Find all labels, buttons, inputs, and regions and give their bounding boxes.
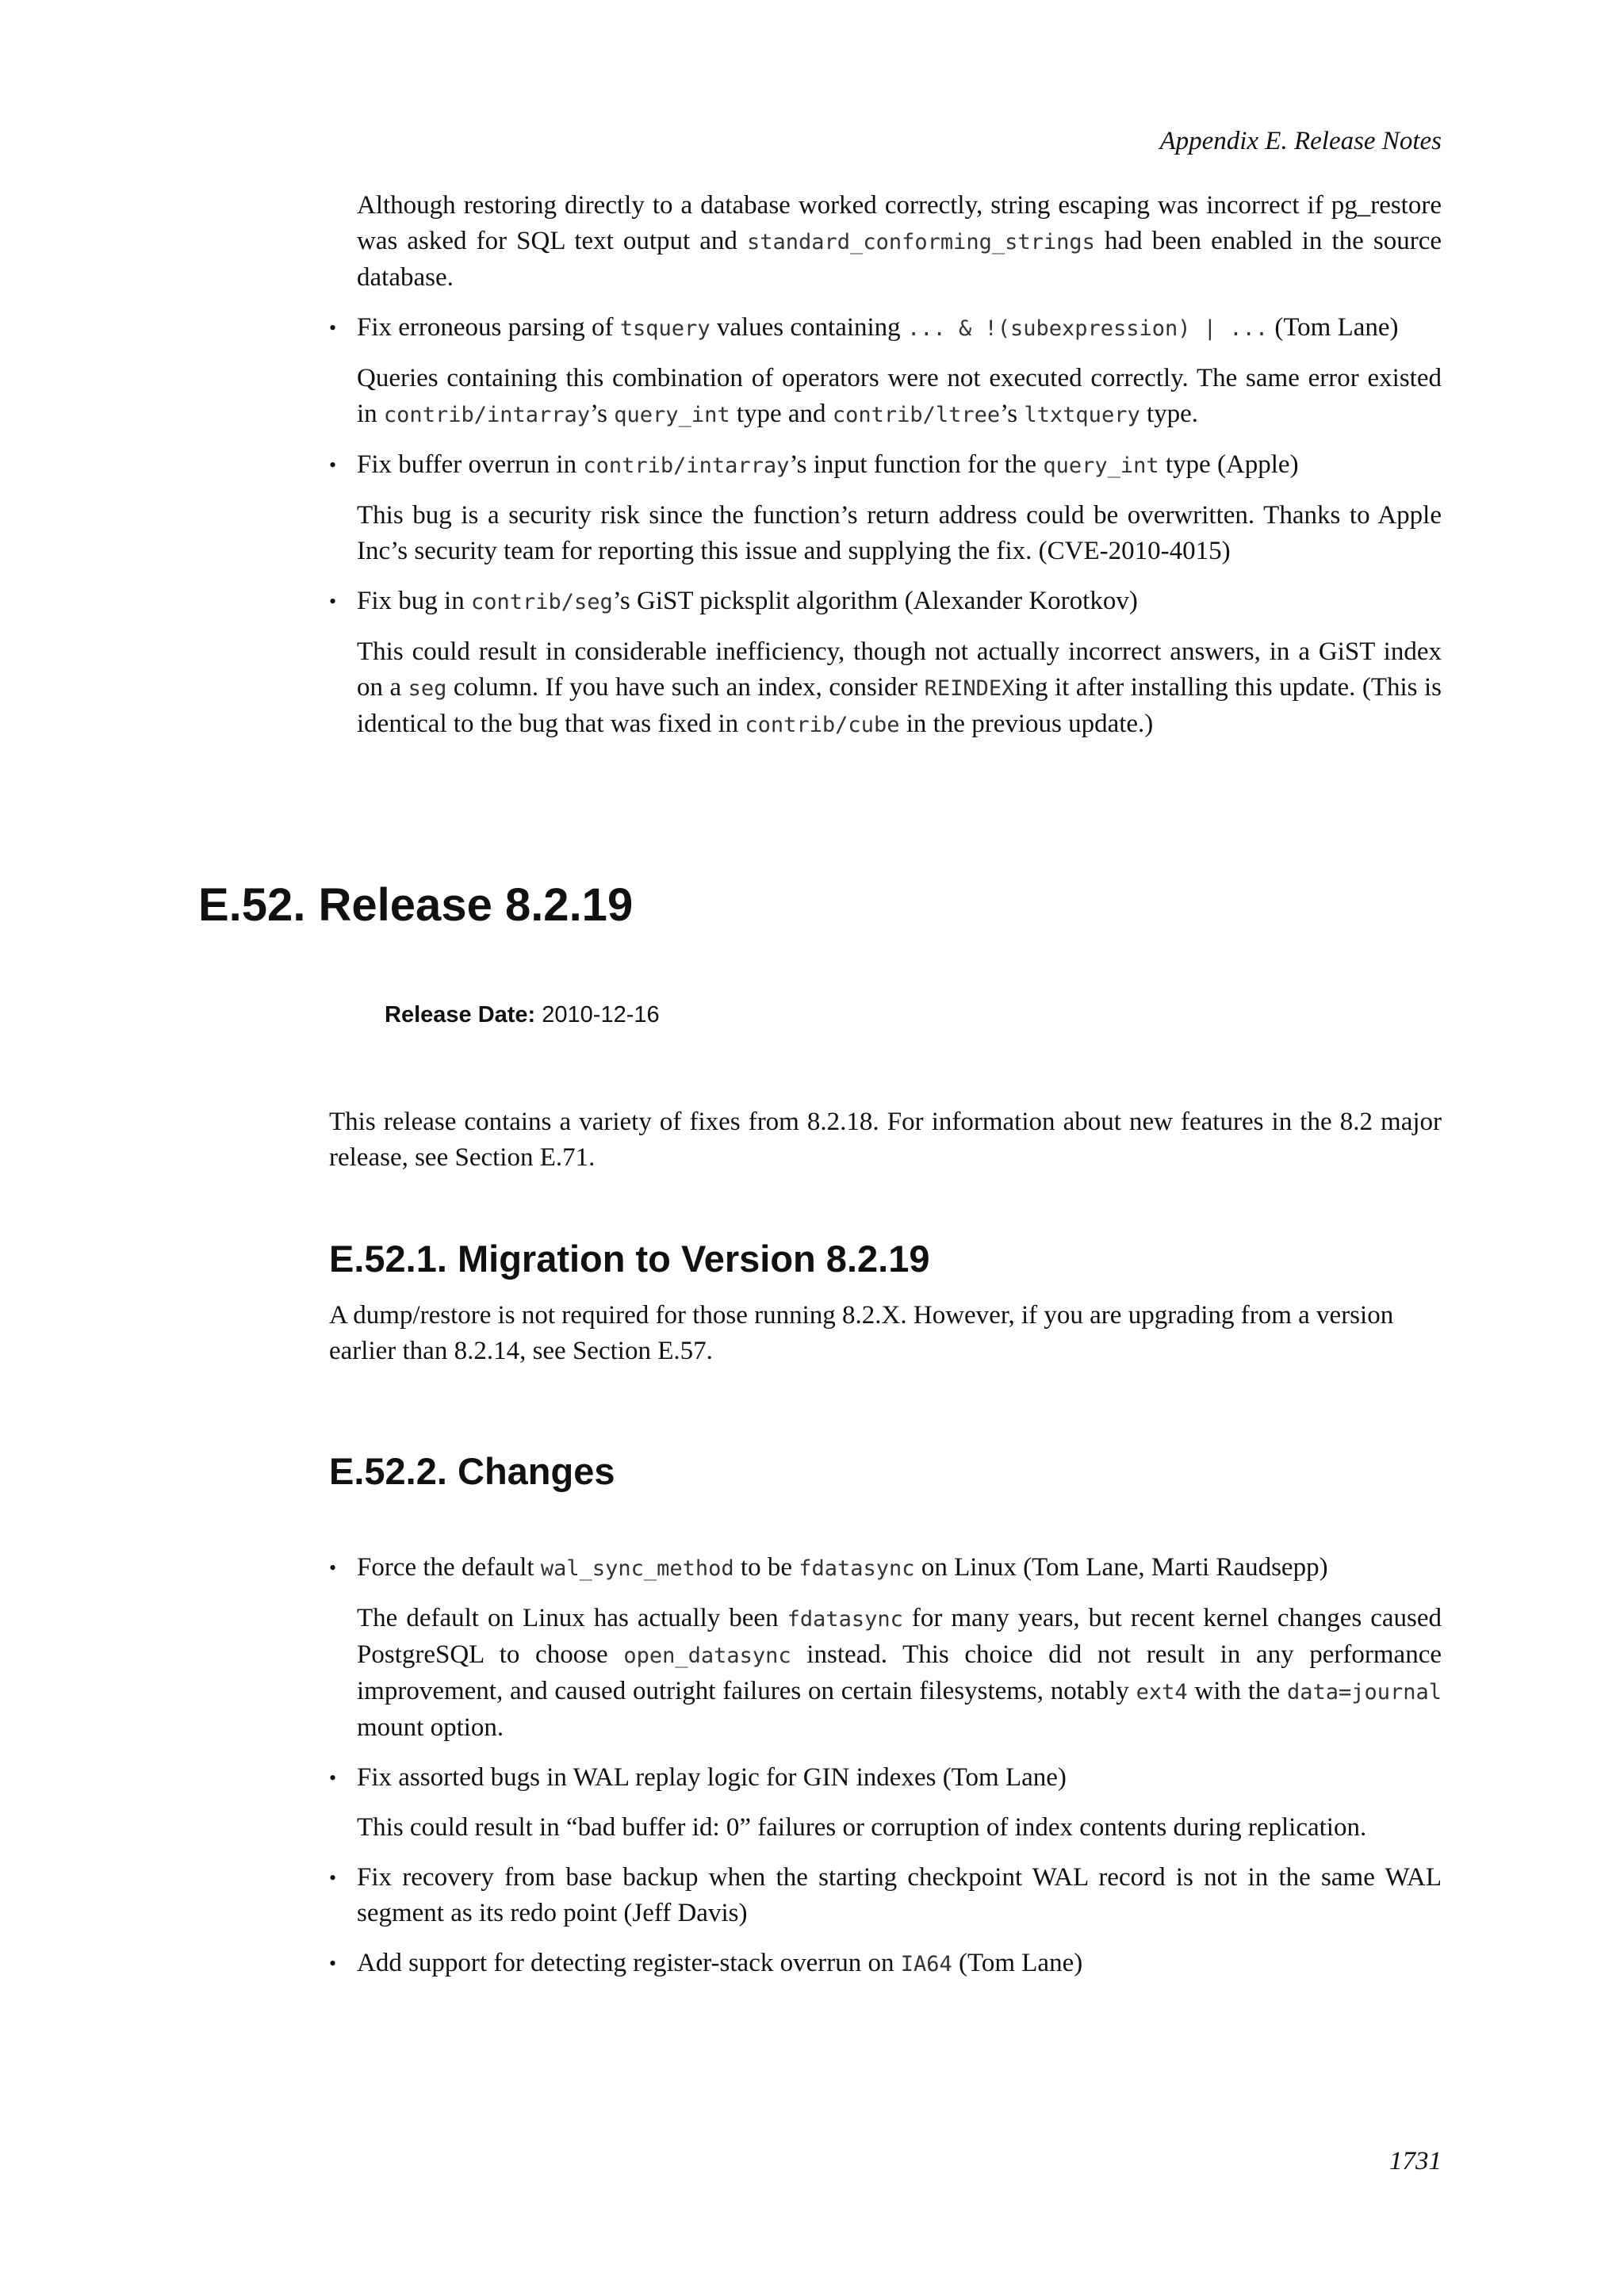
text: to be	[733, 1553, 799, 1582]
code: ltxtquery	[1024, 403, 1140, 427]
changes-section	[329, 1449, 1442, 1493]
text: Fix bug in	[357, 587, 471, 615]
migration-text: A dump/restore is not required for those running 8.2.X. However, if you are upgrading from a version earlier than 8.2.14, see Section E.57.	[329, 1301, 1394, 1365]
changes-heading: E.52.2. Changes	[329, 1450, 615, 1492]
release-heading: E.52. Release 8.2.19	[198, 879, 634, 931]
release-date-value: 2010-12-16	[542, 1002, 660, 1027]
code: contrib/ltree	[832, 403, 1001, 427]
text: type and	[730, 400, 833, 428]
release-date	[385, 997, 660, 1033]
code: ... & !(subexpression) | ...	[906, 316, 1269, 341]
text: ing it after installing this update. (This is identical to the bug that was fixed in	[357, 673, 1442, 738]
top-item-list	[329, 584, 1442, 620]
changes-item-list	[329, 1860, 1442, 1982]
list-item-tsquery	[329, 310, 1442, 346]
code: fdatasync	[799, 1556, 915, 1581]
text: (Tom Lane)	[1268, 313, 1399, 342]
text: instead. This choice did not result in any performance improvement, and caused outright failures on certain filesystems, notably	[357, 1640, 1442, 1705]
text: ’s GiST picksplit algorithm (Alexander Korotkov)	[612, 587, 1138, 615]
text: ’s input function for the	[789, 450, 1044, 479]
text: had been enabled in the source database.	[357, 227, 1442, 292]
release-intro: This release contains a variety of fixes from 8.2.18. For information about new features in the 8.2 major release, see Section E.71.	[329, 1108, 1442, 1172]
code: REINDEX	[924, 676, 1015, 701]
changes-item-list	[329, 1760, 1442, 1796]
seg-detail	[329, 634, 1442, 743]
code: wal_sync_method	[540, 1556, 734, 1581]
text: column. If you have such an index, consider	[446, 673, 925, 702]
text: Although restoring directly to a database worked correctly, string escaping was incorrect if pg_restore was asked for SQL text output and	[357, 191, 1442, 255]
text: (Tom Lane)	[952, 1949, 1083, 1977]
page-number: 1731	[1389, 2147, 1442, 2175]
code-standard-conforming-strings: standard_conforming_strings	[747, 230, 1095, 254]
code: contrib/cube	[745, 713, 900, 737]
text: values containing	[710, 313, 907, 342]
code: open_datasync	[623, 1644, 791, 1668]
text: for many years, but recent kernel changes caused PostgreSQL to choose	[357, 1604, 1442, 1669]
text: The default on Linux has actually been	[357, 1604, 787, 1632]
running-header: Appendix E. Release Notes	[1159, 127, 1442, 155]
release-date-label: Release Date:	[385, 1002, 536, 1027]
list-item-ia64	[329, 1946, 1442, 1982]
list-item-gin: • Fix assorted bugs in WAL replay logic for GIN indexes (Tom Lane)	[329, 1760, 1442, 1796]
code: contrib/intarray	[583, 453, 790, 478]
top-item-list	[329, 310, 1442, 346]
top-section	[329, 188, 1442, 757]
changes-list	[329, 1550, 1442, 1996]
code: contrib/intarray	[383, 403, 591, 427]
release-intro-block	[329, 1104, 1442, 1176]
text: on Linux (Tom Lane, Marti Raudsepp)	[914, 1553, 1328, 1582]
text: in the previous update.)	[899, 710, 1154, 738]
code: query_int	[614, 403, 730, 427]
text: This could result in considerable inefficiency, though not actually incorrect answers, in a GiST index on a	[357, 637, 1442, 702]
migration-heading: E.52.1. Migration to Version 8.2.19	[329, 1238, 930, 1280]
top-item-list	[329, 447, 1442, 484]
text: Force the default	[357, 1553, 541, 1582]
migration-section	[329, 1237, 1442, 1369]
text: type (Apple)	[1159, 450, 1299, 479]
list-item-wal-sync	[329, 1550, 1442, 1586]
code: ext4	[1136, 1680, 1188, 1705]
tsquery-detail	[329, 361, 1442, 433]
text: Fix erroneous parsing of	[357, 313, 620, 342]
text: Queries containing this combination of operators were not executed correctly. The same error existed in	[357, 364, 1442, 428]
text: Fix buffer overrun in	[357, 450, 584, 479]
code: IA64	[900, 1952, 952, 1976]
wal-sync-detail	[329, 1601, 1442, 1746]
restore-paragraph	[329, 188, 1442, 296]
list-item-recovery: • Fix recovery from base backup when the starting checkpoint WAL record is not in the same WAL segment as its redo point (Jeff Davis)	[329, 1860, 1442, 1931]
text: Add support for detecting register-stack overrun on	[357, 1949, 901, 1977]
code: fdatasync	[787, 1607, 903, 1632]
text: type.	[1139, 400, 1199, 428]
code: query_int	[1043, 453, 1159, 478]
list-item-seg	[329, 584, 1442, 620]
text: with the	[1187, 1677, 1287, 1705]
code: tsquery	[619, 316, 710, 341]
list-item-buffer-overrun	[329, 447, 1442, 484]
text: ’s	[590, 400, 615, 428]
code: seg	[408, 676, 447, 701]
buffer-overrun-detail: This bug is a security risk since the function’s return address could be overwritten. Thanks to Apple Inc’s security team for reporting this issue and supplying the fix. (CVE-2010-4015)	[357, 501, 1442, 565]
code: contrib/seg	[470, 590, 613, 614]
text: mount option.	[357, 1713, 504, 1742]
gin-detail: This could result in “bad buffer id: 0” failures or corruption of index contents during replication.	[357, 1813, 1367, 1842]
changes-item-list	[329, 1550, 1442, 1586]
text: ’s	[1000, 400, 1025, 428]
code: data=journal	[1286, 1680, 1442, 1705]
